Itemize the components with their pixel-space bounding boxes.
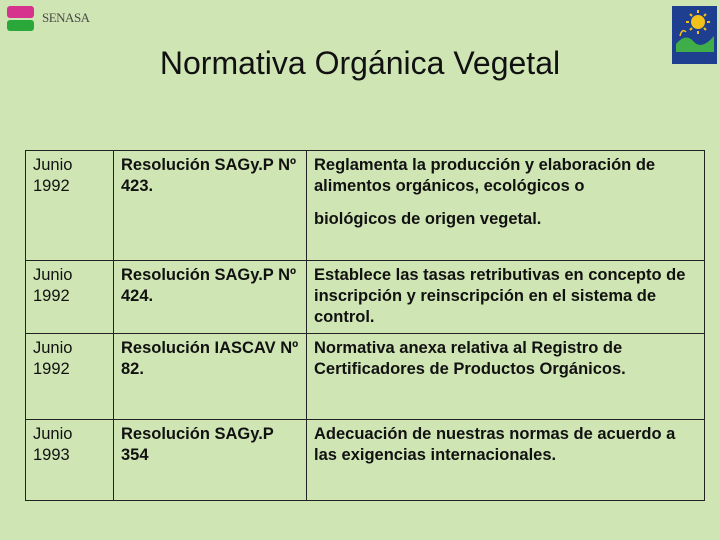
description-cell: Normativa anexa relativa al Registro de Certificadores de Productos Orgánicos. bbox=[307, 334, 705, 420]
resolution-cell: Resolución IASCAV Nº 82. bbox=[114, 334, 307, 420]
date-cell: Junio 1992 bbox=[26, 261, 114, 334]
description-text: Reglamenta la producción y elaboración de alimentos orgánicos, ecológicos o bbox=[314, 156, 656, 195]
table-row bbox=[26, 420, 705, 501]
regulations-table bbox=[25, 150, 705, 501]
description-cell bbox=[307, 151, 705, 261]
description-cell: Establece las tasas retributivas en concepto de inscripción y reinscripción en el sistema de control. bbox=[307, 261, 705, 334]
date-cell: Junio 1993 bbox=[26, 420, 114, 501]
page-title: Normativa Orgánica Vegetal bbox=[159, 45, 561, 81]
table-row bbox=[26, 151, 705, 261]
table-row bbox=[26, 261, 705, 334]
brand-name: SENASA bbox=[42, 10, 90, 25]
date-cell: Junio 1992 bbox=[26, 151, 114, 261]
description-cell: Adecuación de nuestras normas de acuerdo a las exigencias internacionales. bbox=[307, 420, 705, 501]
description-text-continued: biológicos de origen vegetal. bbox=[314, 210, 542, 228]
senasa-logo-icon bbox=[7, 6, 35, 32]
table-row bbox=[26, 334, 705, 420]
resolution-cell: Resolución SAGy.P Nº 423. bbox=[114, 151, 307, 261]
date-cell: Junio 1992 bbox=[26, 334, 114, 420]
resolution-cell: Resolución SAGy.P Nº 424. bbox=[114, 261, 307, 334]
resolution-cell: Resolución SAGy.P 354 bbox=[114, 420, 307, 501]
